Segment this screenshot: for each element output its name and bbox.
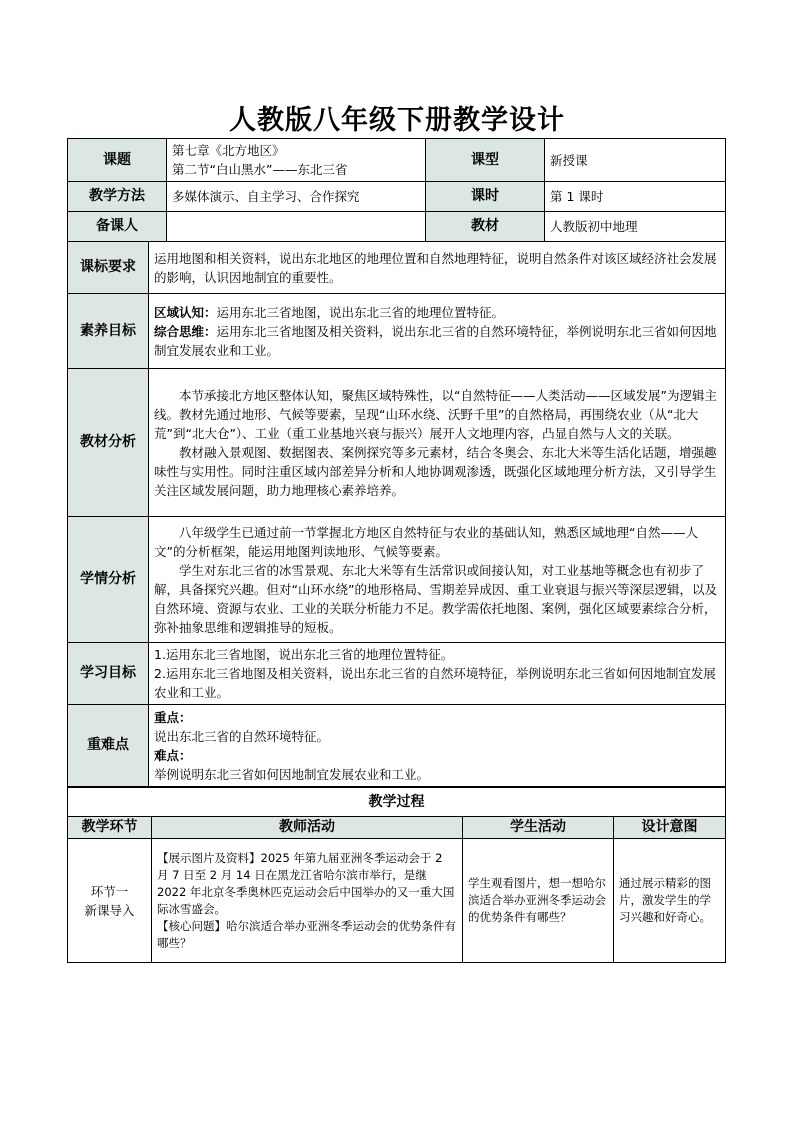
period-label: 课时 — [426, 182, 545, 212]
objective-1: 1.运用东北三省地图，说出东北三省的地理位置特征。 — [154, 647, 454, 662]
student-cell: 学生观看图片，想一想哈尔滨适合举办亚洲冬季运动会的优势条件有哪些？ — [463, 839, 614, 963]
teacher-cell — [152, 839, 463, 963]
preparer-label: 备课人 — [68, 212, 167, 242]
stage-cell — [68, 839, 152, 963]
textbook-analysis-p2: 教材融入景观图、数据图表、案例探究等多元素材，结合冬奥会、东北大米等生活化话题，增强趣味性与实用性。同时注重区域内部差异分析和人地协调观渗透，既强化区域地理分析方法，又引导学生关注区域发展问题，助力地理核心素养培养。 — [154, 444, 717, 498]
key-content — [149, 705, 726, 787]
objective-content — [149, 643, 726, 705]
literacy-1-text: 运用东北三省地图，说出东北三省的地理位置特征。 — [216, 304, 505, 320]
sections-table — [67, 241, 726, 787]
objective-2: 2.运用东北三省地图及相关资料，说出东北三省的自然环境特征，举例说明东北三省如何因地制宜发展农业和工业。 — [154, 666, 716, 700]
textbook-analysis-label: 教材分析 — [68, 369, 149, 517]
topic-label: 课题 — [68, 139, 167, 182]
difficulty-text: 举例说明东北三省如何因地制宜发展农业和工业。 — [154, 766, 430, 782]
standard-text: 运用地图和相关资料，说出东北地区的地理位置和自然地理特征，说明自然条件对该区域经济社会发展的影响，认识因地制宜的重要性。 — [149, 242, 726, 294]
literacy-label: 素养目标 — [68, 294, 149, 369]
type-label: 课型 — [426, 139, 545, 182]
literacy-2-head: 综合思维： — [154, 323, 217, 339]
document-title: 人教版八年级下册教学设计 — [229, 105, 565, 136]
teacher-p2: 【核心问题】哈尔滨适合举办亚洲冬季运动会的优势条件有哪些？ — [157, 918, 456, 950]
topic-value-line1: 第七章《北方地区》 — [172, 143, 285, 158]
objective-label: 学习目标 — [68, 643, 149, 705]
preparer-value — [167, 212, 426, 242]
learner-content — [149, 517, 726, 643]
process-table — [67, 787, 726, 963]
textbook-value: 人教版初中地理 — [545, 212, 726, 242]
method-label: 教学方法 — [68, 182, 167, 212]
literacy-1-head: 区域认知： — [154, 304, 217, 320]
stage-line2: 新课导入 — [84, 902, 135, 918]
type-value: 新授课 — [545, 139, 726, 182]
learner-p1: 八年级学生已通过前一节掌握北方地区自然特征与农业的基础认知，熟悉区域地理“自然——人文”的分析框架，能运用地图判读地形、气候等要素。 — [154, 524, 698, 559]
teacher-p1: 【展示图片及资料】2025 年第九届亚洲冬季运动会于 2 月 7 日至 2 月 14 日在黑龙江省哈尔滨市举行，是继 2022 年北京冬季奥林匹克运动会后中国举办的又一重大国际冰雪盛会。 — [157, 850, 455, 916]
method-value: 多媒体演示、自主学习、合作探究 — [167, 182, 426, 212]
col-intent: 设计意图 — [614, 817, 726, 839]
difficulty-head: 难点： — [154, 747, 192, 763]
process-row — [68, 839, 726, 963]
learner-label: 学情分析 — [68, 517, 149, 643]
col-student: 学生活动 — [463, 817, 614, 839]
process-title: 教学过程 — [68, 788, 726, 817]
info-table — [67, 138, 726, 242]
key-head: 重点： — [154, 709, 192, 725]
col-stage: 教学环节 — [68, 817, 152, 839]
intent-cell: 通过展示精彩的图片，激发学生的学习兴趣和好奇心。 — [614, 839, 726, 963]
literacy-content — [149, 294, 726, 369]
col-teacher: 教师活动 — [152, 817, 463, 839]
stage-line1: 环节一 — [90, 883, 129, 899]
topic-value — [167, 139, 426, 182]
literacy-2-text: 运用东北三省地图及相关资料，说出东北三省的自然环境特征，举例说明东北三省如何因地制宜发展农业和工业。 — [154, 323, 717, 358]
key-label: 重难点 — [68, 705, 149, 787]
textbook-label: 教材 — [426, 212, 545, 242]
standard-label: 课标要求 — [68, 242, 149, 294]
topic-value-line2: 第二节“白山黑水”——东北三省 — [172, 162, 348, 177]
textbook-analysis-p1: 本节承接北方地区整体认知，聚焦区域特殊性，以“自然特征——人类活动——区域发展”为逻辑主线。教材先通过地形、气候等要素，呈现“山环水绕、沃野千里”的自然格局，再围绕农业（从“北大荒”到“北大仓”）、工业（重工业基地兴衰与振兴）展开人文地理内容，凸显自然与人文的关联。 — [154, 387, 717, 441]
key-text: 说出东北三省的自然环境特征。 — [154, 728, 330, 744]
textbook-analysis-content — [149, 369, 726, 517]
period-value: 第 1 课时 — [545, 182, 726, 212]
learner-p2: 学生对东北三省的冰雪景观、东北大米等有生活常识或间接认知，对工业基地等概念也有初步了解，具备探究兴趣。但对“山环水绕”的地形格局、雪期差异成因、重工业衰退与振兴等深层逻辑，以及自然环境、资源与农业、工业的关联分析能力不足。教学需依托地图、案例，强化区域要素综合分析，弥补抽象思维和逻辑推导的短板。 — [154, 562, 717, 635]
